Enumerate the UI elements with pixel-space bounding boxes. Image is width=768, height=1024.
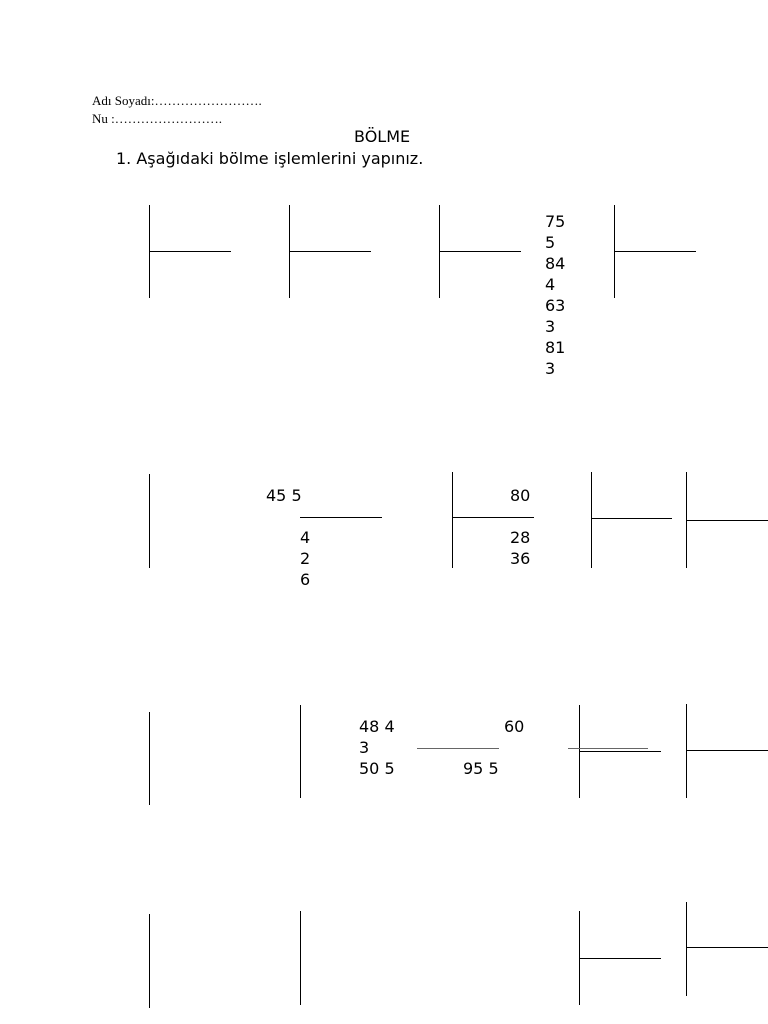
number-text: 3 (545, 317, 556, 336)
number-text: 95 5 (463, 759, 499, 778)
page-title: BÖLME (354, 127, 411, 146)
horizontal-rule (579, 958, 661, 959)
number-text: 4 (300, 528, 311, 547)
vertical-rule (300, 911, 301, 1005)
number-text: 63 (545, 296, 566, 315)
horizontal-rule (149, 251, 231, 252)
horizontal-rule (591, 518, 672, 519)
student-number-field: Nu :……………………. (92, 111, 222, 126)
horizontal-rule (568, 748, 648, 749)
number-text: 36 (510, 549, 531, 568)
number-text: 60 (504, 717, 525, 736)
number-text: 6 (300, 570, 311, 589)
horizontal-rule (579, 751, 661, 752)
number-text: 28 (510, 528, 531, 547)
number-text: 4 (545, 275, 556, 294)
dividend-divisor-text: 45 5 (266, 486, 302, 505)
horizontal-rule (686, 520, 768, 521)
number-text: 3 (359, 738, 370, 757)
number-text: 84 (545, 254, 566, 273)
number-text: 2 (300, 549, 311, 568)
horizontal-rule (614, 251, 696, 252)
horizontal-rule (439, 251, 521, 252)
vertical-rule (452, 472, 453, 568)
vertical-rule (300, 705, 301, 798)
horizontal-rule (686, 750, 768, 751)
vertical-rule (149, 914, 150, 1008)
vertical-rule (149, 712, 150, 805)
number-text: 3 (545, 359, 556, 378)
horizontal-rule (452, 517, 534, 518)
vertical-rule (149, 474, 150, 568)
instruction-text: 1. Aşağıdaki bölme işlemlerini yapınız. (116, 149, 424, 168)
vertical-rule (686, 902, 687, 996)
horizontal-rule (300, 517, 382, 518)
horizontal-rule (686, 947, 768, 948)
horizontal-rule (289, 251, 371, 252)
number-text: 75 (545, 212, 566, 231)
number-text: 48 4 (359, 717, 395, 736)
number-text: 50 5 (359, 759, 395, 778)
name-surname-field: Adı Soyadı:……………………. (92, 93, 262, 108)
number-text: 80 (510, 486, 531, 505)
horizontal-rule (417, 748, 499, 749)
number-text: 81 (545, 338, 566, 357)
vertical-rule (591, 472, 592, 568)
number-text: 5 (545, 233, 556, 252)
vertical-rule (686, 704, 687, 798)
